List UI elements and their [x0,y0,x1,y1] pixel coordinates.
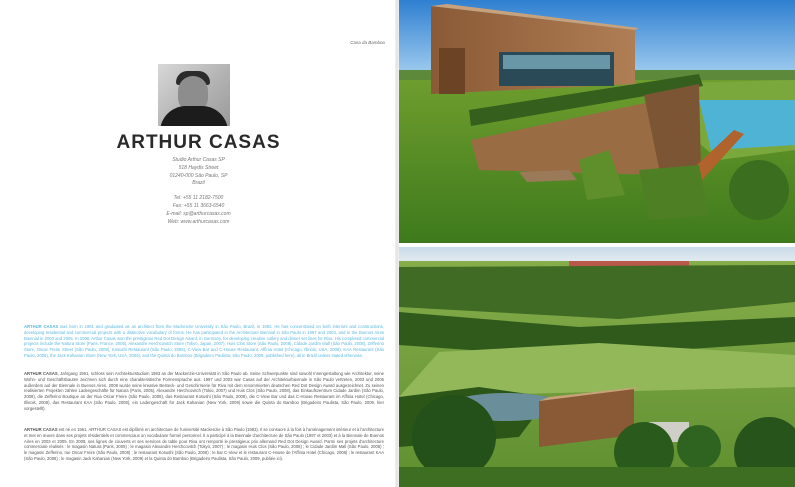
bio-french-text: est né en 1961. ARTHUR CASAS est diplômé en architecture de l'université Mackenzie à São Paulo (1983). Il se consacre à la fois à l'aménagement intérieur et à l'architecture et met en œuvre dans ses projets résidentiels et commerciaux un vocabulaire formel personnel. Il a participé à la Biennale d'architecture de São Paulo (1997 et 2003) et à la Biennale de Buenos Aires en 2003 et 2005. En 2008, ses lignes de couverts et ses services de table pour Riva ont remporté le prestigieux prix allemand Red Dot Design Award. Parmi ses projets d'architecture commerciale réalisés : le magasin Natura (Paris, 2005) ; le magasin Alexandre Herchcovitch (Tokyo, 2007) ; le magasin Huis Clos (São Paulo, 2008) ; le Cidade Jardim Mall (São Paulo, 2008) ; le magasin Zefferino, rue Oscar Freire (São Paulo, 2008) ; le restaurant Kosushi (São Paulo, 2008) ; le bar C-View et le restaurant C-House de l'Affinia Hotel (Chicago, 2008) ; le restaurant KAA (São Paulo, 2008) ; le magasin Jack Kahanian (New York, 2009) et la Quinta do Bamboo (Brigadeiro Paulista, São Paulo, 2009, publiée ici). [24,427,385,461]
street-address: 518 Haydis Street [178,164,219,171]
fax: Fax: +55 11 3663-6540 [172,202,225,209]
contact-block [0,157,397,226]
house-photo-close [399,0,795,243]
house-photo-close-image [399,0,795,243]
architect-name: ARTHUR CASAS [116,132,281,153]
country: Brazil [192,180,205,187]
bio-german-text: , Jahrgang 1961, schloss sein Architekturstudium 1983 an der Mackenzie-Universität in São Paulo ab. Seine Schwerpunkte sind sowohl Innengestaltung wie Architektur, seine Wohn- und Geschäftsbauten zeichnen sich durch eine charakteristische Formensprache aus. 1997 und 2003 war Casas auf der Architekturbiennale in São Paulo vertreten, 2003 und 2005 außerdem auf der Biennale in Buenos Aires. 2008 wurde seine kreative Besteck- und Geschirrserie für Riva mit dem renommierten deutschen Red Dot Design Award ausgezeichnet. Zu seinen realisierten Projekten zählen Ladengeschäfte für Natura (Paris, 2005), Alexandre Herchcovitch (Tokio, 2007) und Huis Clos (São Paulo, 2008), das Einkaufszentrum Cidade Jardim (São Paulo, 2008), die Zefferino Boutique an der Rua Oscar Freire (São Paulo, 2008), das Restaurant Kosushi (São Paulo, 2008), die C-View Bar und das C-House Restaurant im Affinia Hotel (Chicago, Illinois, 2008), das Restaurant KAA (São Paulo, 2008), ein Ladengeschäft für Jack Kahanian (New York, 2009) sowie die Quinta do Bamboo (Brigadeiro Paulista, São Paulo, 2009, hier vorgestellt). [24,371,385,411]
city-address: 01240-000 São Paulo, SP [169,172,228,179]
running-head: Casa da Bamboo [350,40,385,45]
architect-portrait [158,64,230,126]
portrait-shirt [160,106,228,126]
telephone: Tel: +55 11 2182-7500 [173,195,224,202]
bio-german [24,371,384,412]
bio-english-text: was born in 1961 and graduated as an architect from the Mackenzie University in São Paulo, Brazil, in 1983. He has concentrated on both interiors and constructions, developing residential and commercial projects with a distinctive vocabulary of forms. He has participated in the Architecture Biennial in São Paulo in 1997 and 2003, and in the Buenos Aires Biennial in 2003 and 2005. In 2008, Arthur Casas won the prestigious Red Dot Design Award, in Germany, for developing creative cutlery and dinner set lines for Riva. His completed commercial projects include the Natura Store (Paris, France, 2005), Alexandre Herchcovitch Store (Tokyo, Japan, 2007), Huis Clos Store (São Paulo, 2008), Cidade Jardim Mall (São Paulo, 2008), Zefferino Store, Oscar Freire Street (São Paulo, 2008), Kosushi Restaurant (São Paulo, 2008), C-View Bar and C-House Restaurant, Affinia Hotel (Chicago, Illinois, USA, 2008), KAA Restaurant (São Paulo, 2008), the Jack Kahanian Store (New York, USA, 2009), and the Quinta do Bamboo (Brigadeiro Paulista, São Paulo, 2009, published here), all in Brazil unless stated otherwise. [24,324,384,358]
bio-french [24,427,384,462]
left-page [0,0,397,487]
website-link[interactable]: Web: www.arthurcasas.com [167,218,230,225]
bio-german-lead: ARTHUR CASAS [24,371,58,376]
bio-english [24,324,384,359]
studio-name: Studio Arthur Casas SP [172,157,225,163]
house-photo-landscape-image [399,247,795,487]
email-link[interactable]: E-mail: sp@arthurcasas.com [166,210,231,217]
house-photo-landscape [399,247,795,487]
bio-english-lead: ARTHUR CASAS [24,324,59,329]
bio-french-lead: ARTHUR CASAS [24,427,58,432]
